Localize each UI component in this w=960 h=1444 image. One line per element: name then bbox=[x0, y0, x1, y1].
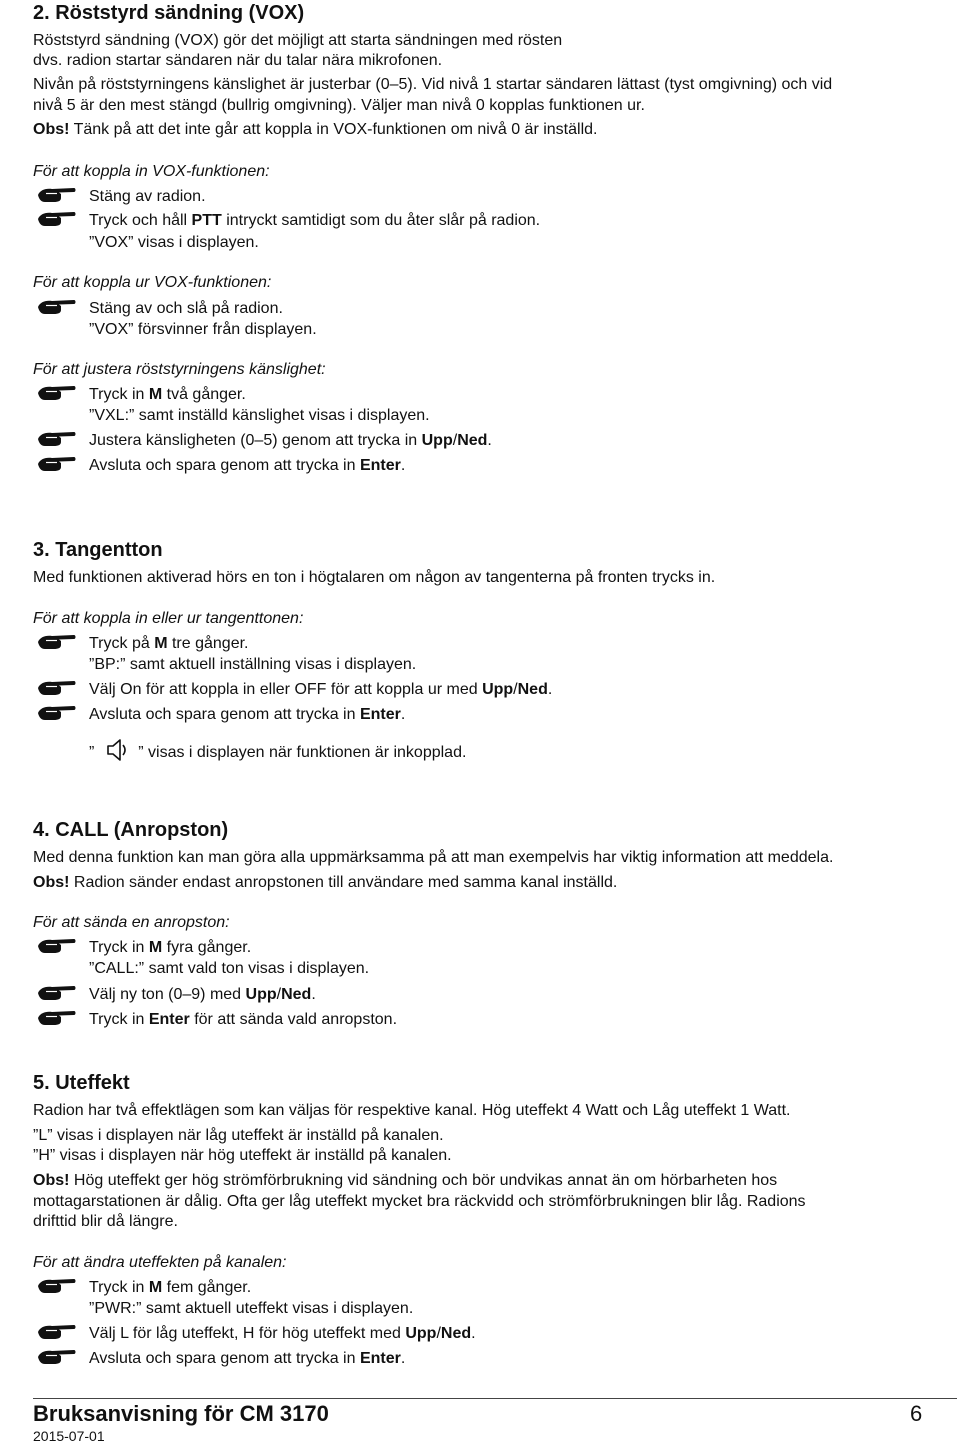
paragraph: ”L” visas i displayen när låg uteffekt är inställd på kanalen. bbox=[33, 1127, 444, 1144]
list-item: ”BP:” samt aktuell inställning visas i displayen. bbox=[89, 656, 417, 673]
section-heading-vox: 2. Röststyrd sändning (VOX) bbox=[33, 2, 305, 24]
pointing-hand-icon bbox=[37, 679, 77, 697]
list-item: Välj On för att koppla in eller OFF för att koppla ur med Upp/Ned. bbox=[89, 681, 553, 698]
subheading: För att ändra uteffekten på kanalen: bbox=[33, 1254, 287, 1271]
subheading: För att koppla in eller ur tangenttonen: bbox=[33, 610, 304, 627]
list-item: ”VOX” visas i displayen. bbox=[89, 234, 259, 251]
paragraph: Med funktionen aktiverad hörs en ton i högtalaren om någon av tangenterna på fronten trycks in. bbox=[33, 569, 716, 586]
footer-divider bbox=[33, 1398, 957, 1399]
list-item: Tryck på M tre gånger. bbox=[89, 635, 249, 652]
pointing-hand-icon bbox=[37, 186, 77, 204]
speaker-icon bbox=[105, 737, 131, 763]
list-item: Avsluta och spara genom att trycka in Enter. bbox=[89, 1350, 406, 1367]
list-item: Stäng av och slå på radion. bbox=[89, 300, 283, 317]
page-number: 6 bbox=[910, 1401, 923, 1426]
footer-date: 2015-07-01 bbox=[33, 1428, 105, 1444]
pointing-hand-icon bbox=[37, 210, 77, 228]
list-item: Avsluta och spara genom att trycka in Enter. bbox=[89, 457, 406, 474]
pointing-hand-icon bbox=[37, 984, 77, 1002]
pointing-hand-icon bbox=[37, 1009, 77, 1027]
obs-label: Obs! bbox=[33, 1172, 70, 1189]
pointing-hand-icon bbox=[37, 1323, 77, 1341]
paragraph: ”H” visas i displayen när hög uteffekt är inställd på kanalen. bbox=[33, 1147, 452, 1164]
obs-note bbox=[33, 1171, 777, 1191]
section-heading-tangentton: 3. Tangentton bbox=[33, 539, 163, 561]
paragraph: drifttid blir då längre. bbox=[33, 1213, 178, 1230]
obs-note bbox=[33, 120, 597, 140]
pointing-hand-icon bbox=[37, 455, 77, 473]
list-item: ”VXL:” samt inställd känslighet visas i displayen. bbox=[89, 407, 430, 424]
pointing-hand-icon bbox=[37, 430, 77, 448]
obs-text: Tänk på att det inte går att koppla in VOX-funktionen om nivå 0 är inställd. bbox=[69, 121, 598, 138]
obs-label: Obs! bbox=[33, 121, 70, 138]
pointing-hand-icon bbox=[37, 633, 77, 651]
obs-note bbox=[33, 873, 617, 893]
section-heading-call: 4. CALL (Anropston) bbox=[33, 819, 229, 841]
list-item: Avsluta och spara genom att trycka in Enter. bbox=[89, 706, 406, 723]
subheading: För att koppla in VOX-funktionen: bbox=[33, 163, 270, 180]
list-item: ” ” visas i displayen när funktionen är inkopplad. bbox=[89, 737, 466, 763]
obs-text: Radion sänder endast anropstonen till användare med samma kanal inställd. bbox=[69, 874, 618, 891]
subheading: För att sända en anropston: bbox=[33, 914, 230, 931]
list-item: ”VOX” försvinner från displayen. bbox=[89, 321, 317, 338]
paragraph: Nivån på röststyrningens känslighet är justerbar (0–5). Vid nivå 1 startar sändaren lättast (tyst omgivning) och vid bbox=[33, 76, 833, 93]
list-item: Tryck in M två gånger. bbox=[89, 386, 246, 403]
section-heading-uteffekt: 5. Uteffekt bbox=[33, 1072, 130, 1094]
list-item: Justera känsligheten (0–5) genom att trycka in Upp/Ned. bbox=[89, 432, 492, 449]
obs-label: Obs! bbox=[33, 874, 70, 891]
list-item: Välj L för låg uteffekt, H för hög uteffekt med Upp/Ned. bbox=[89, 1325, 476, 1342]
list-item: ”PWR:” samt aktuell uteffekt visas i displayen. bbox=[89, 1300, 414, 1317]
obs-text: Hög uteffekt ger hög strömförbrukning vid sändning och bör undvikas annat än om hörbarheten hos bbox=[69, 1172, 778, 1189]
list-item: Tryck in M fyra gånger. bbox=[89, 939, 252, 956]
list-item: Välj ny ton (0–9) med Upp/Ned. bbox=[89, 986, 316, 1003]
pointing-hand-icon bbox=[37, 384, 77, 402]
paragraph: Röststyrd sändning (VOX) gör det möjligt att starta sändningen med rösten bbox=[33, 32, 563, 49]
pointing-hand-icon bbox=[37, 1277, 77, 1295]
paragraph: mottagarstationen är dålig. Ofta ger låg uteffekt mycket bra räckvidd och strömförbrukningen blir låg. Radions bbox=[33, 1193, 806, 1210]
pointing-hand-icon bbox=[37, 937, 77, 955]
paragraph: Med denna funktion kan man göra alla uppmärksamma på att man exempelvis har viktig information att meddela. bbox=[33, 849, 834, 866]
paragraph: Radion har två effektlägen som kan väljas för respektive kanal. Hög uteffekt 4 Watt och Låg uteffekt 1 Watt. bbox=[33, 1102, 791, 1119]
paragraph: nivå 5 är den mest stängd (bullrig omgivning). Väljer man nivå 0 kopplas funktionen ur. bbox=[33, 97, 645, 114]
pointing-hand-icon bbox=[37, 298, 77, 316]
pointing-hand-icon bbox=[37, 704, 77, 722]
list-item: Tryck in Enter för att sända vald anropston. bbox=[89, 1011, 398, 1028]
list-item: ”CALL:” samt vald ton visas i displayen. bbox=[89, 960, 370, 977]
pointing-hand-icon bbox=[37, 1348, 77, 1366]
list-item: Stäng av radion. bbox=[89, 188, 206, 205]
paragraph: dvs. radion startar sändaren när du talar nära mikrofonen. bbox=[33, 52, 443, 69]
footer-title: Bruksanvisning för CM 3170 bbox=[33, 1401, 329, 1426]
list-item: Tryck in M fem gånger. bbox=[89, 1279, 252, 1296]
subheading: För att koppla ur VOX-funktionen: bbox=[33, 274, 272, 291]
subheading: För att justera röststyrningens känslighet: bbox=[33, 361, 326, 378]
list-item: Tryck och håll PTT intryckt samtidigt som du åter slår på radion. bbox=[89, 212, 541, 229]
